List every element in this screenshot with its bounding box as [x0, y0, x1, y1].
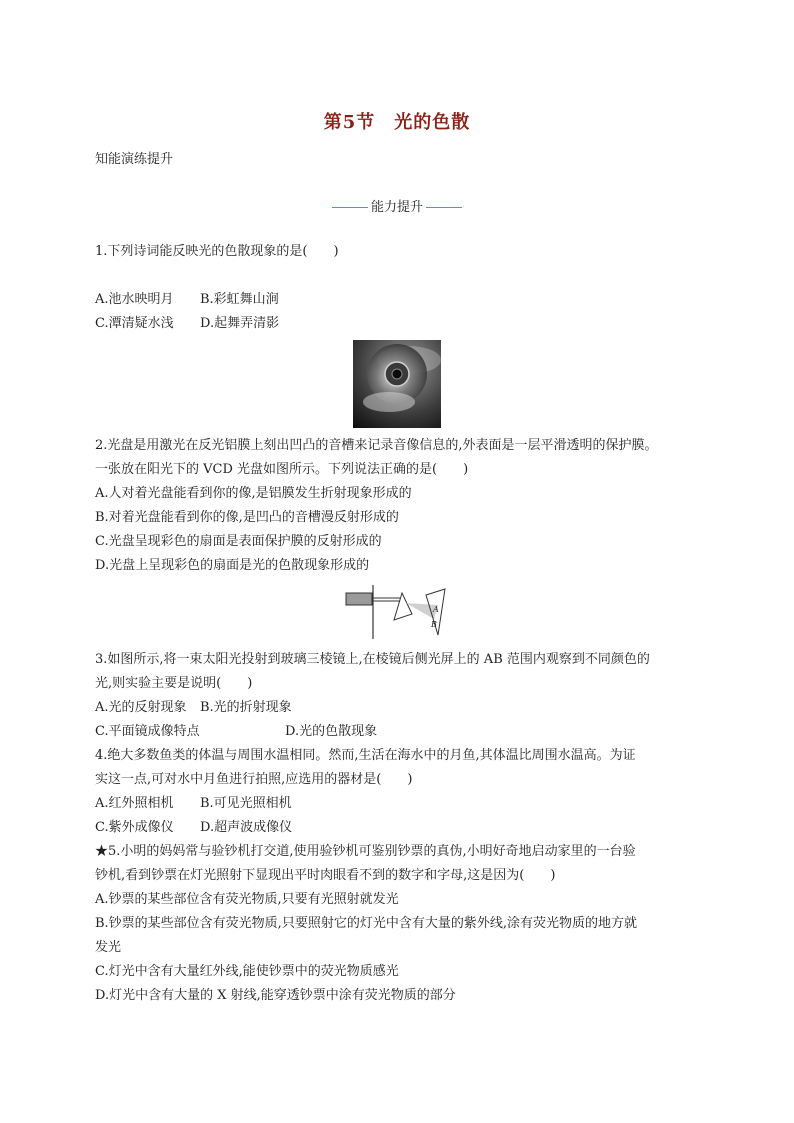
question-2-stem-line-2: 一张放在阳光下的 VCD 光盘如图所示。下列说法正确的是( )	[95, 462, 469, 477]
question-1-options-row-2	[95, 312, 705, 336]
question-2	[95, 434, 705, 578]
page-subtitle: 知能演练提升	[95, 152, 174, 167]
section-heading	[0, 196, 794, 215]
question-5-option-d: D.灯光中含有大量的 X 射线,能穿透钞票中涂有荧光物质的部分	[95, 988, 456, 1003]
prism-diagram	[342, 583, 454, 641]
question-1-option-c: C.潭清疑水浅	[95, 316, 174, 331]
question-1-option-b: B.彩虹舞山涧	[200, 292, 279, 307]
question-5	[95, 840, 705, 1008]
section-line-left	[332, 207, 368, 208]
question-5-stem-line-1: ★5.小明的妈妈常与验钞机打交道,使用验钞机可鉴别钞票的真伪,小明好奇地启动家里的一台验	[95, 844, 636, 859]
question-2-option-d: D.光盘上呈现彩色的扇面是光的色散现象形成的	[95, 558, 370, 573]
label-a: A	[433, 605, 439, 614]
light-source-block	[346, 593, 372, 605]
question-3-option-b: B.光的折射现象	[200, 700, 292, 715]
question-5-option-c: C.灯光中含有大量红外线,能使钞票中的荧光物质感光	[95, 964, 399, 979]
question-4-options-row-1	[95, 792, 705, 816]
question-3-option-c: C.平面镜成像特点	[95, 724, 200, 739]
question-2-option-a: A.人对着光盘能看到你的像,是铝膜发生折射现象形成的	[95, 486, 412, 501]
label-b: B	[431, 620, 437, 629]
question-4-option-a: A.红外照相机	[95, 796, 174, 811]
section-label: 能力提升	[370, 200, 423, 215]
question-2-stem-line-1: 2.光盘是用激光在反光铝膜上刻出凹凸的音槽来记录音像信息的,外表面是一层平滑透明的保护膜。	[95, 438, 658, 453]
question-1-options-row-1	[95, 288, 705, 312]
question-3-options-row-1	[95, 696, 705, 720]
cd-disc-photo	[353, 340, 441, 428]
question-4	[95, 744, 705, 840]
question-5-stem-line-2: 钞机,看到钞票在灯光照射下显现出平时肉眼看不到的数字和字母,这是因为( )	[95, 868, 556, 883]
question-4-option-c: C.紫外成像仪	[95, 820, 174, 835]
question-4-stem-line-1: 4.绝大多数鱼类的体温与周围水温相同。然而,生活在海水中的月鱼,其体温比周围水温高。为证	[95, 748, 636, 763]
question-3-stem-line-1: 3.如图所示,将一束太阳光投射到玻璃三棱镜上,在棱镜后侧光屏上的 AB 范围内观察到不同颜色的	[95, 652, 650, 667]
question-3-option-d: D.光的色散现象	[285, 724, 378, 739]
question-4-options-row-2	[95, 816, 705, 840]
question-1-stem: 1.下列诗词能反映光的色散现象的是( )	[95, 244, 339, 259]
question-1	[95, 240, 705, 336]
glass-prism	[394, 593, 412, 620]
question-4-stem-line-2: 实这一点,可对水中月鱼进行拍照,应选用的器材是( )	[95, 772, 413, 787]
section-line-right	[426, 207, 462, 208]
question-3	[95, 648, 705, 744]
question-1-option-a: A.池水映明月	[95, 292, 174, 307]
question-4-option-b: B.可见光照相机	[200, 796, 292, 811]
question-3-stem-line-2: 光,则实验主要是说明( )	[95, 676, 253, 691]
question-5-option-a: A.钞票的某些部位含有荧光物质,只要有光照射就发光	[95, 892, 399, 907]
question-1-option-d: D.起舞弄清影	[200, 316, 280, 331]
question-5-option-b-continued: 发光	[95, 940, 122, 955]
page-title: 第5节 光的色散	[323, 112, 471, 133]
question-4-option-d: D.超声波成像仪	[200, 820, 293, 835]
question-2-option-c: C.光盘呈现彩色的扇面是表面保护膜的反射形成的	[95, 534, 382, 549]
question-3-options-row-2	[95, 720, 705, 744]
question-2-option-b: B.对着光盘能看到你的像,是凹凸的音槽漫反射形成的	[95, 510, 399, 525]
question-3-option-a: A.光的反射现象	[95, 700, 187, 715]
question-5-option-b: B.钞票的某些部位含有荧光物质,只要照射它的灯光中含有大量的紫外线,涂有荧光物质的地方就	[95, 916, 637, 931]
